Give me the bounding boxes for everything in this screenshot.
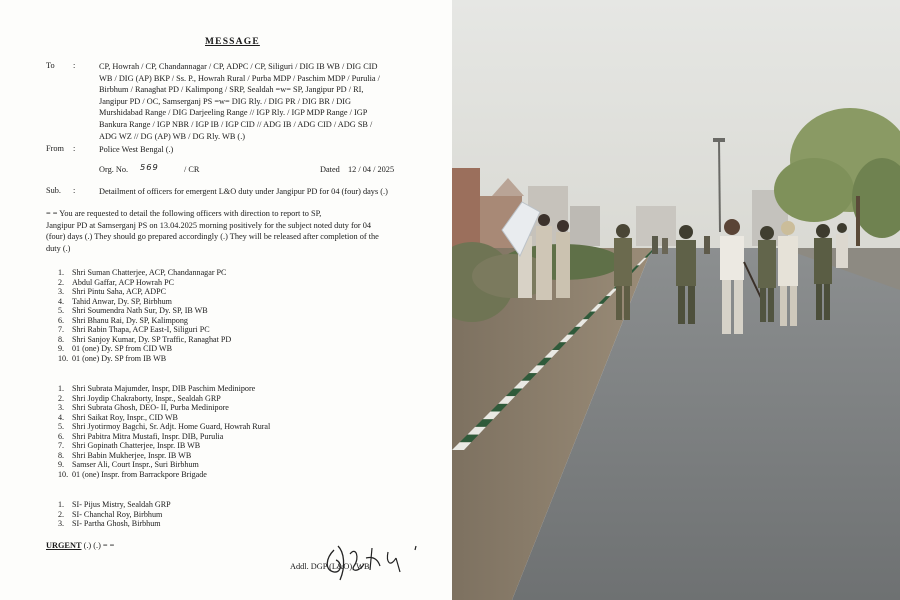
list-item-number: 4. [58, 412, 65, 422]
list-item-number: 9. [58, 460, 65, 470]
body-line: (four) days (.) They should go prepared accordingly (.) They will be released after completion of the [46, 232, 379, 242]
list-item-text: Abdul Gaffar, ACP Howrah PC [72, 277, 174, 287]
document-heading: MESSAGE [205, 37, 260, 47]
from-label: From [46, 144, 64, 153]
list-item-text: Shri Subrata Majumder, Inspr, DIB Paschim Medinipore [72, 384, 256, 393]
list-item-text: SI- Pijus Mistry, Sealdah GRP [72, 500, 171, 509]
list-item [58, 441, 270, 451]
recipient-line: Birbhum / Ranaghat PD / Kalimpong / SRP, Sealdah =w= SP, Jangipur PD / RI, [99, 85, 364, 95]
list-item [58, 451, 270, 461]
list-item-number: 10. [58, 353, 69, 363]
urgent-label: URGENT [46, 541, 82, 550]
list-item-text: Samser Ali, Court Inspr., Suri Birbhum [72, 460, 199, 470]
list-item [58, 432, 270, 442]
list-item-text: Shri Rabin Thapa, ACP East-I, Siliguri PC [72, 325, 210, 335]
list-item-text: Shri Subrata Ghosh, DEO- II, Purba Medinipore [72, 403, 229, 413]
list-item-number: 2. [58, 277, 65, 287]
list-item-number: 5. [58, 306, 65, 316]
list-item-text: Shri Pabitra Mitra Mustafi, Inspr. DIB, Purulia [72, 431, 224, 441]
recipient-line: ADG WZ // DG (AP) WB / DG Rly. WB (.) [99, 131, 246, 141]
list-item-number: 7. [58, 441, 65, 451]
recipient-line: Bankura Range / IGP NBR / IGP IB / IGP CID // ADG IB / ADG CID / ADG SB / [99, 119, 373, 129]
list-item [58, 297, 231, 307]
list-item-text: Shri Saikat Roy, Inspr., CID WB [72, 412, 178, 422]
list-item-text: 01 (one) Dy. SP from IB WB [72, 353, 167, 363]
dated-value: 12 / 04 / 2025 [348, 165, 395, 174]
list-item [58, 325, 231, 335]
list-item-text: Shri Soumendra Nath Sur, Dy. SP, IB WB [72, 306, 208, 316]
list-item-number: 5. [58, 422, 65, 432]
list-item [58, 278, 231, 288]
list-item [58, 306, 231, 316]
officer-list-a [58, 268, 231, 363]
list-item-number: 2. [58, 509, 65, 519]
list-item [58, 268, 231, 278]
list-item [58, 394, 270, 404]
list-item-text: Shri Gopinath Chatterjee, Inspr. IB WB [72, 441, 201, 451]
list-item-text: Shri Babin Mukherjee, Inspr. IB WB [72, 450, 192, 460]
to-label: To [46, 61, 55, 70]
list-item [58, 344, 231, 354]
list-item-number: 10. [58, 469, 69, 479]
org-suffix: / CR [184, 165, 200, 174]
subject-value: Detailment of officers for emergent L&O duty under Jangipur PD for 04 (four) days (.) [99, 187, 388, 196]
officer-list-c [58, 500, 171, 529]
list-item-text: 01 (one) Inspr. from Barrackpore Brigade [72, 469, 207, 479]
recipient-line: WB / DIG (AP) BKP / Ss. P., Howrah Rural / Purba MDP / Paschim MDP / Purulia / [99, 73, 380, 83]
list-item-number: 2. [58, 393, 65, 403]
street-photo [452, 0, 900, 600]
handwritten-signature [316, 536, 426, 582]
list-item-number: 7. [58, 325, 65, 335]
list-item-text: SI- Partha Ghosh, Birbhum [72, 519, 161, 529]
list-item-text: Shri Suman Chatterjee, ACP, Chandannagar PC [72, 268, 227, 277]
message-document: MESSAGE To : CP, Howrah / CP, Chandannagar / CP, ADPC / CP, Siliguri / DIG IB WB / DIG CID WB / DIG (AP) BKP / Ss. P., Howrah Rural / Purba MDP / Paschim MDP / Purulia / Birbhum / Ranaghat PD / Kalimpong / SRP, Sealdah =w= SP, Jangipur PD / RI, Jangipur PD / OC, Samserganj PS =w= DIG Rly. / DIG PR / DIG BR / DIG Murshidabad Range / DIG Darjeeling Range // IGP Rly. / IGP MDP Range / IGP Bankura Range / IGP NBR / IGP IB / IGP CID // ADG IB / ADG CID / ADG SB / ADG WZ // DG (AP) WB / DG Rly. WB (.) From : Police West Bengal (.) Org. No. 569 / CR Dated 12 / 04 / 2025 Sub. : Detailment of officers for emergent L&O duty under Jangipur PD for 04 (four) days (.) = = You are requested to detail the following officers with direction to report to SP, Jangipur PD at Samserganj PS on 13.04.2025 morning positively for the subject noted duty for 04 (four) days (.) They should go prepared accordingly (.) They will be released after completion of the duty (.) 1. Shri Suman Chatterjee, ACP, Chandannagar PC 2. Abdul Gaffar, ACP Howrah PC 3. Shri Pintu Saha, ACP, ADPC 4. Tahid Anwar, Dy. SP, Birbhum 5. Shri Soumendra Nath Sur, Dy. SP, IB WB 6. Shri Bhanu Rai, Dy. SP, Kalimpong 7. Shri Rabin Thapa, ACP East-I, Siliguri PC 8. Shri Sanjoy Kumar, Dy. SP Traffic, Ranaghat PD 9. 01 (one) Dy. SP from CID WB 10. 01 (one) Dy. SP from IB WB 1. Shri Subrata Majumder, Inspr, DIB Paschim Medinipore 2. Shri Joydip Chakraborty, Inspr., Sealdah GRP 3. Shri Subrata Ghosh, DEO- II, Purba Medinipore 4. Shri Saikat Roy, Inspr., CID WB 5. Shri Jyotirmoy Bagchi, Sr. Adjt. Home Guard, Howrah Rural 6. Shri Pabitra Mitra Mustafi, Inspr. DIB, Purulia 7. Shri Gopinath Chatterjee, Inspr. IB WB 8. Shri Babin Mukherjee, Inspr. IB WB 9. Samser Ali, Court Inspr., Suri Birbhum 10. 01 (one) Inspr. from Barrackpore Brigade 1. SI- Pijus Mistry, Sealdah GRP 2. SI- Chanchal Roy, Birbhum 3. SI- Partha Ghosh, Birbhum URGENT (.) (.) = = Addl. DGP (L&O), WB [0, 0, 452, 600]
list-item-text: 01 (one) Dy. SP from CID WB [72, 344, 172, 354]
list-item-number: 3. [58, 403, 65, 413]
list-item [58, 500, 171, 510]
list-item-number: 1. [58, 384, 65, 393]
sub-label: Sub. [46, 186, 61, 195]
signatory: Addl. DGP (L&O), WB [290, 562, 370, 571]
list-item-number: 3. [58, 519, 65, 529]
list-item [58, 460, 270, 470]
list-item [58, 316, 231, 326]
org-number: 569 [140, 162, 159, 172]
list-item [58, 470, 270, 480]
officer-list-b [58, 384, 270, 479]
body-line: duty (.) [46, 243, 71, 253]
list-item-number: 6. [58, 431, 65, 441]
list-item-number: 3. [58, 287, 65, 297]
list-item-number: 9. [58, 344, 65, 354]
list-item-number: 6. [58, 315, 65, 325]
list-item-number: 1. [58, 500, 65, 509]
photo-illustration [452, 0, 900, 600]
list-item [58, 384, 270, 394]
dated-label: Dated [320, 165, 340, 174]
list-item-number: 8. [58, 450, 65, 460]
list-item-text: Shri Pintu Saha, ACP, ADPC [72, 287, 167, 297]
from-value: Police West Bengal (.) [99, 145, 174, 154]
urgent-tail: (.) (.) = = [83, 541, 115, 550]
list-item-text: Shri Sanjoy Kumar, Dy. SP Traffic, Ranaghat PD [72, 334, 232, 344]
urgent-line [46, 541, 114, 550]
list-item [58, 354, 231, 364]
list-item [58, 422, 270, 432]
list-item-text: Tahid Anwar, Dy. SP, Birbhum [72, 296, 172, 306]
list-item-text: Shri Bhanu Rai, Dy. SP, Kalimpong [72, 315, 188, 325]
recipient-line: CP, Howrah / CP, Chandannagar / CP, ADPC / CP, Siliguri / DIG IB WB / DIG CID [99, 62, 378, 71]
body-line: Jangipur PD at Samserganj PS on 13.04.2025 morning positively for the subject noted duty for 04 [46, 220, 372, 230]
list-item [58, 335, 231, 345]
list-item-number: 8. [58, 334, 65, 344]
list-item-text: SI- Chanchal Roy, Birbhum [72, 509, 163, 519]
body-line: = = You are requested to detail the following officers with direction to report to SP, [46, 209, 322, 218]
list-item-number: 4. [58, 296, 65, 306]
list-item [58, 510, 171, 520]
body-paragraph [46, 208, 425, 254]
list-item-text: Shri Joydip Chakraborty, Inspr., Sealdah GRP [72, 393, 221, 403]
list-item-text: Shri Jyotirmoy Bagchi, Sr. Adjt. Home Guard, Howrah Rural [72, 422, 271, 432]
list-item-number: 1. [58, 268, 65, 277]
list-item [58, 413, 270, 423]
list-item [58, 403, 270, 413]
list-item [58, 287, 231, 297]
recipients-block [99, 61, 425, 142]
org-number-label: Org. No. [99, 165, 129, 174]
list-item [58, 519, 171, 529]
recipient-line: Jangipur PD / OC, Samserganj PS =w= DIG Rly. / DIG PR / DIG BR / DIG [99, 96, 352, 106]
recipient-line: Murshidabad Range / DIG Darjeeling Range // IGP Rly. / IGP MDP Range / IGP [99, 108, 368, 118]
